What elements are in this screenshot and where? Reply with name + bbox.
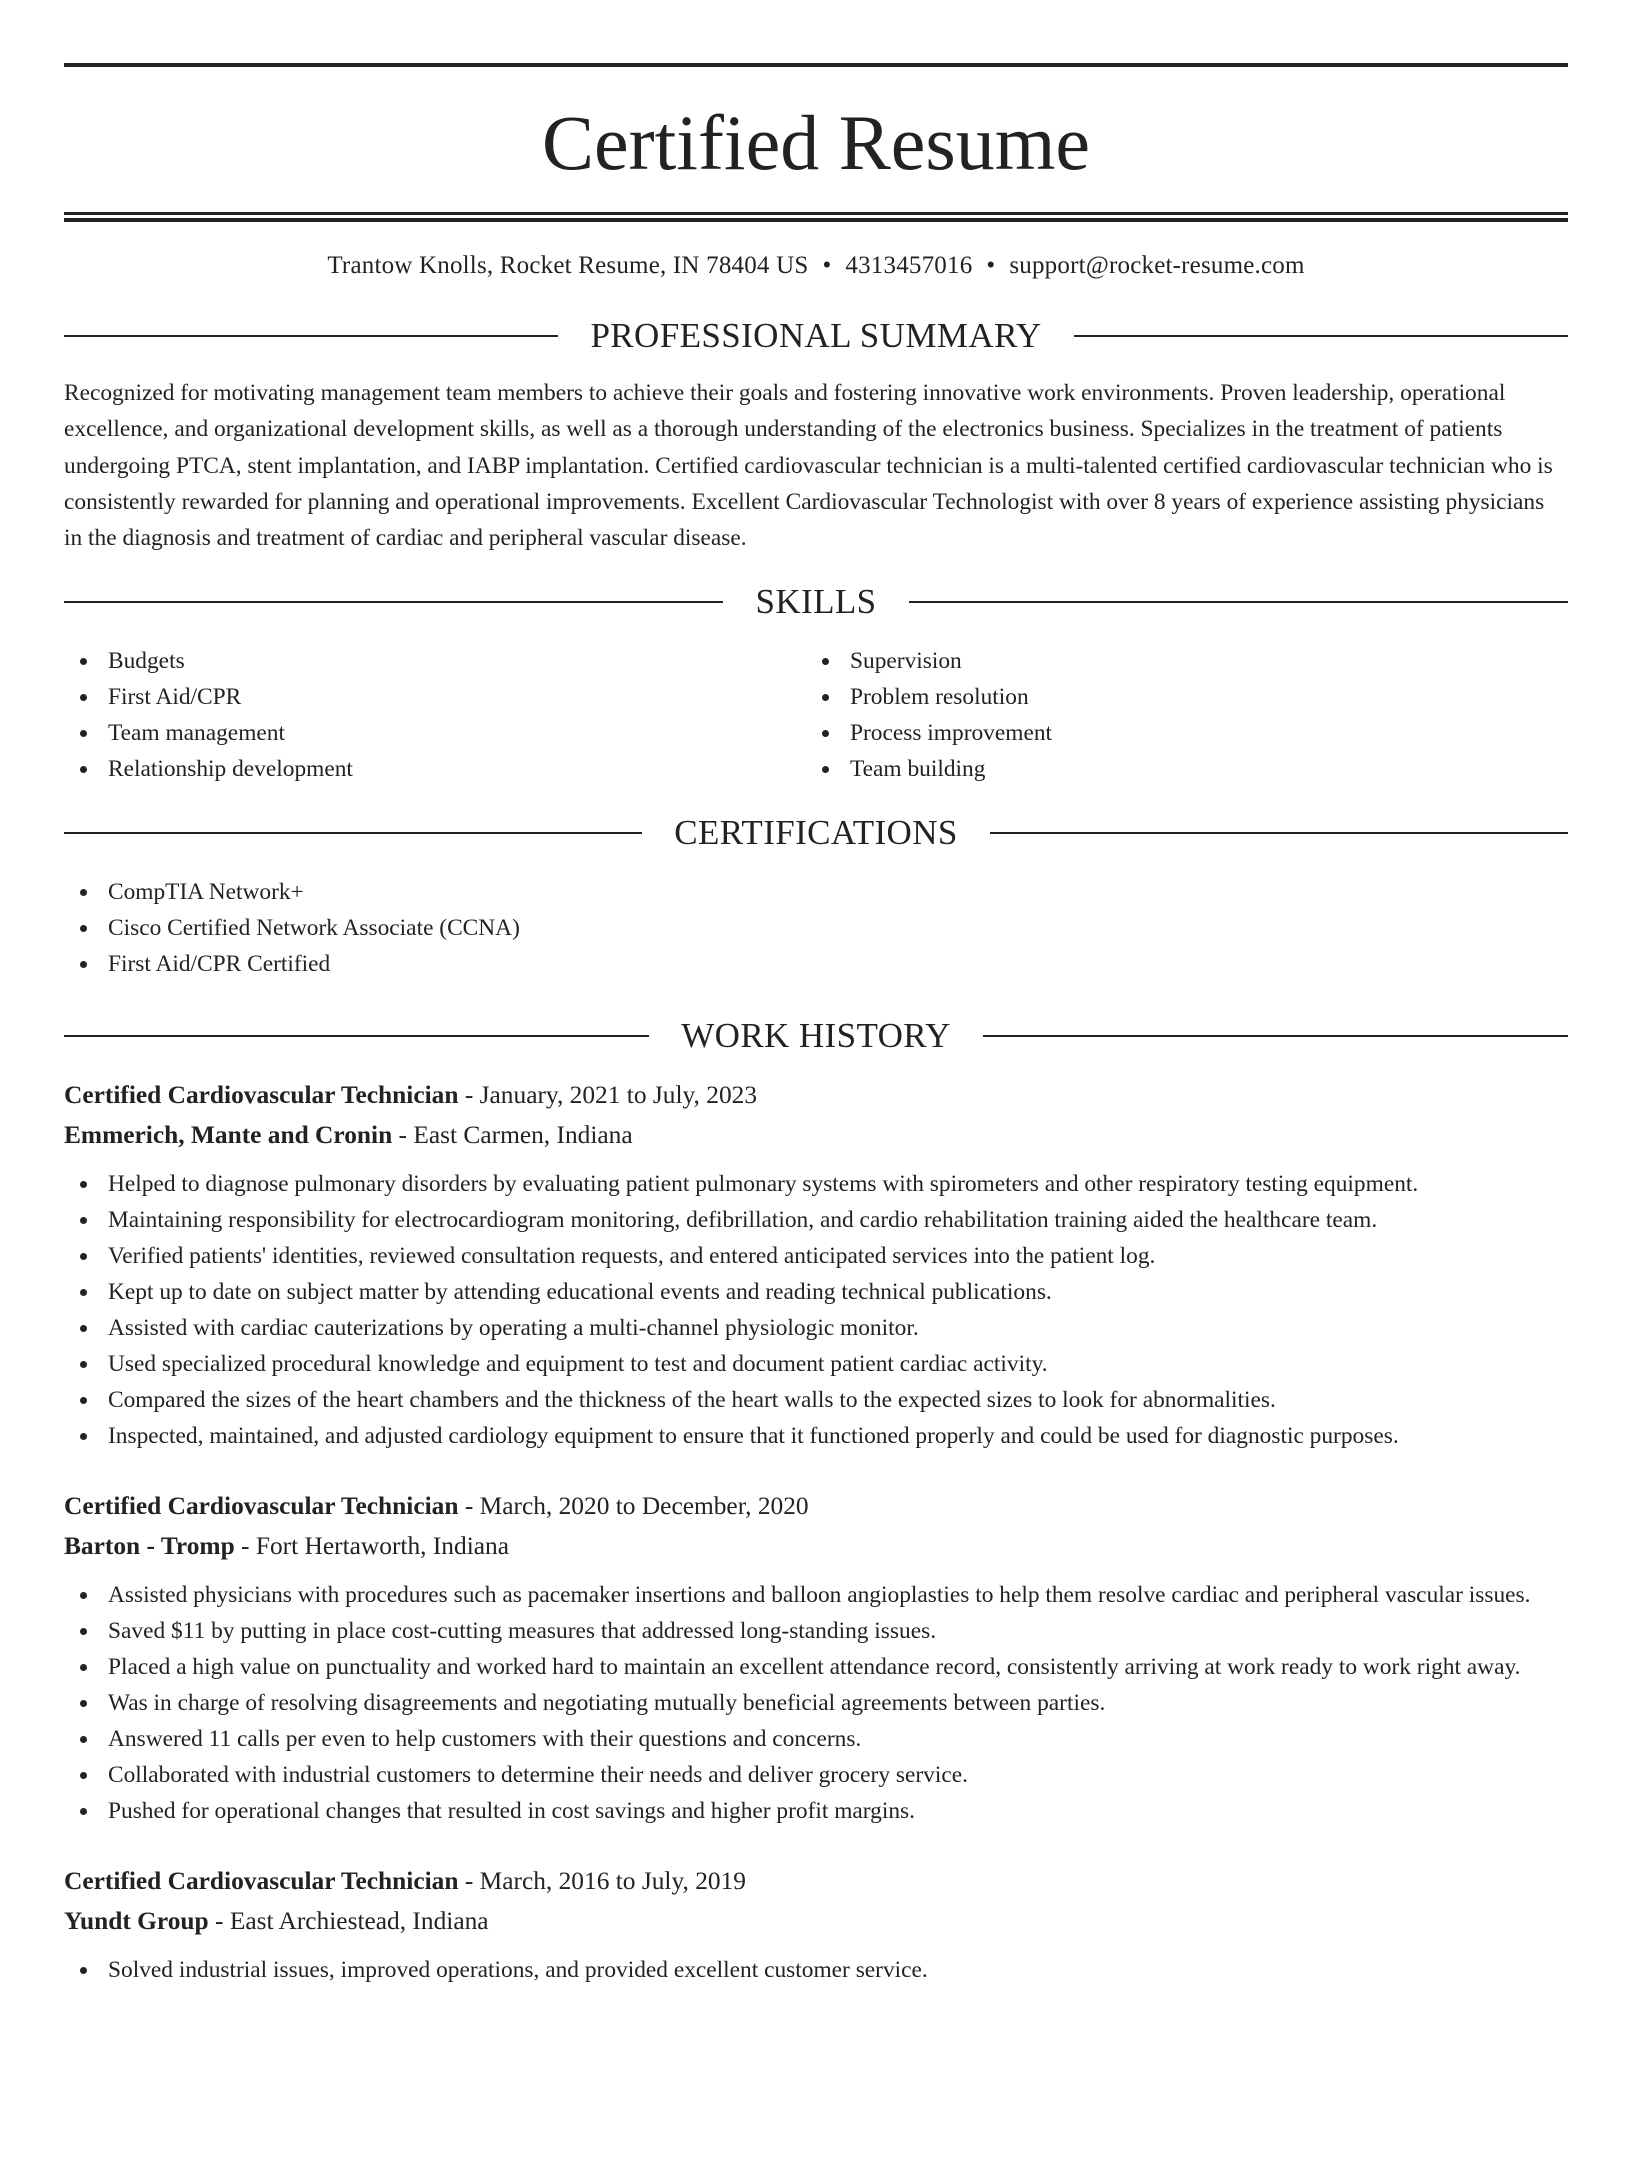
job-company: Emmerich, Mante and Cronin — [64, 1121, 393, 1150]
section-rule — [1074, 335, 1568, 337]
skill-item: First Aid/CPR — [64, 679, 806, 715]
contact-separator: • — [986, 252, 996, 279]
job-bullet: Was in charge of resolving disagreements and negotiating mutually beneficial agreements between parties. — [64, 1685, 1568, 1721]
top-rule — [64, 63, 1568, 67]
section-header-certifications — [64, 813, 1568, 853]
skills-list-left — [64, 643, 806, 787]
section-title-summary: PROFESSIONAL SUMMARY — [590, 316, 1042, 355]
job-entry — [64, 1861, 1568, 1988]
job-bullets — [64, 1577, 1568, 1829]
job-bullets — [64, 1166, 1568, 1454]
skill-item: Budgets — [64, 643, 806, 679]
job-role: Certified Cardiovascular Technician — [64, 1492, 459, 1521]
job-bullet: Inspected, maintained, and adjusted cardiology equipment to ensure that it functioned properly and could be used for diagnostic purposes. — [64, 1418, 1568, 1454]
skill-item: Problem resolution — [806, 679, 1548, 715]
skill-item: Team management — [64, 715, 806, 751]
section-header-summary — [64, 318, 1568, 353]
section-rule — [64, 335, 558, 337]
section-header-work-history — [64, 1016, 1568, 1056]
skill-item: Process improvement — [806, 715, 1548, 751]
job-bullet: Saved $11 by putting in place cost-cutting measures that addressed long-standing issues. — [64, 1613, 1568, 1649]
job-bullet: Verified patients' identities, reviewed consultation requests, and entered anticipated services into the patient log. — [64, 1238, 1568, 1274]
job-bullet: Assisted with cardiac cauterizations by operating a multi-channel physiologic monitor. — [64, 1310, 1568, 1346]
contact-separator: • — [822, 252, 832, 279]
job-title-line — [64, 1861, 1568, 1901]
job-bullet: Kept up to date on subject matter by attending educational events and reading technical publications. — [64, 1274, 1568, 1310]
job-role: Certified Cardiovascular Technician — [64, 1081, 459, 1110]
job-dates: - March, 2020 to December, 2020 — [458, 1492, 809, 1521]
resume-page — [0, 63, 1632, 2175]
certification-item: CompTIA Network+ — [64, 874, 1568, 910]
skill-item: Team building — [806, 751, 1548, 787]
job-bullet: Assisted physicians with procedures such as pacemaker insertions and balloon angioplasties to help them resolve cardiac and peripheral vascular issues. — [64, 1577, 1568, 1613]
contact-address: Trantow Knolls, Rocket Resume, IN 78404 US — [327, 252, 809, 279]
contact-phone: 4313457016 — [845, 252, 973, 279]
certifications-list — [64, 874, 1568, 982]
job-bullet: Maintaining responsibility for electrocardiogram monitoring, defibrillation, and cardio rehabilitation training aided the healthcare team. — [64, 1202, 1568, 1238]
job-company-line — [64, 1115, 1568, 1155]
skills-list-right — [806, 643, 1548, 787]
name-double-rule — [64, 212, 1568, 222]
job-bullets — [64, 1952, 1568, 1988]
job-bullet: Collaborated with industrial customers to determine their needs and deliver grocery service. — [64, 1757, 1568, 1793]
contact-email: support@rocket-resume.com — [1009, 252, 1305, 279]
job-dates: - March, 2016 to July, 2019 — [458, 1867, 746, 1896]
section-rule — [990, 832, 1568, 834]
certification-item: Cisco Certified Network Associate (CCNA) — [64, 910, 1568, 946]
job-bullet: Solved industrial issues, improved operations, and provided excellent customer service. — [64, 1952, 1568, 1988]
skill-item: Relationship development — [64, 751, 806, 787]
summary-text: Recognized for motivating management team members to achieve their goals and fostering innovative work environments. Proven leadership, operational excellence, and organizational development skills, as well as a thorough understanding of the electronics business. Specializes in the treatment of patients undergoing PTCA, stent implantation, and IABP implantation. Certified cardiovascular technician is a multi-talented certified cardiovascular technician who is consistently rewarded for planning and operational improvements. Excellent Cardiovascular Technologist with over 8 years of experience assisting physicians in the diagnosis and treatment of cardiac and peripheral vascular disease. — [64, 380, 1553, 552]
skill-item: Supervision — [806, 643, 1548, 679]
job-bullet: Compared the sizes of the heart chambers and the thickness of the heart walls to the expected sizes to look for abnormalities. — [64, 1382, 1568, 1418]
section-rule — [909, 601, 1568, 603]
job-title-line — [64, 1075, 1568, 1115]
job-company: Yundt Group — [64, 1907, 209, 1936]
job-role: Certified Cardiovascular Technician — [64, 1867, 459, 1896]
job-bullet: Placed a high value on punctuality and worked hard to maintain an excellent attendance record, consistently arriving at work ready to work right away. — [64, 1649, 1568, 1685]
job-bullet: Answered 11 calls per even to help customers with their questions and concerns. — [64, 1721, 1568, 1757]
section-header-skills — [64, 582, 1568, 622]
job-title-line — [64, 1486, 1568, 1526]
job-bullet: Used specialized procedural knowledge and equipment to test and document patient cardiac activity. — [64, 1346, 1568, 1382]
job-entry — [64, 1486, 1568, 1829]
job-location: - East Archiestead, Indiana — [208, 1907, 489, 1936]
resume-name: Certified Resume — [541, 99, 1091, 186]
section-rule — [983, 1035, 1568, 1037]
section-title-certifications: CERTIFICATIONS — [674, 813, 958, 853]
job-company-line — [64, 1901, 1568, 1941]
job-dates: - January, 2021 to July, 2023 — [458, 1081, 758, 1110]
job-company-line — [64, 1526, 1568, 1566]
job-location: - Fort Hertaworth, Indiana — [234, 1532, 509, 1561]
certification-item: First Aid/CPR Certified — [64, 946, 1568, 982]
job-bullet: Pushed for operational changes that resulted in cost savings and higher profit margins. — [64, 1793, 1568, 1829]
job-location: - East Carmen, Indiana — [392, 1121, 633, 1150]
section-rule — [64, 832, 642, 834]
contact-line — [64, 253, 1568, 278]
section-rule — [64, 1035, 649, 1037]
job-bullet: Helped to diagnose pulmonary disorders by evaluating patient pulmonary systems with spirometers and other respiratory testing equipment. — [64, 1166, 1568, 1202]
job-entry — [64, 1075, 1568, 1454]
section-title-skills: SKILLS — [755, 582, 877, 622]
section-rule — [64, 601, 723, 603]
skills-columns — [64, 643, 1568, 787]
section-title-work-history: WORK HISTORY — [681, 1016, 951, 1056]
job-company: Barton - Tromp — [64, 1532, 235, 1561]
